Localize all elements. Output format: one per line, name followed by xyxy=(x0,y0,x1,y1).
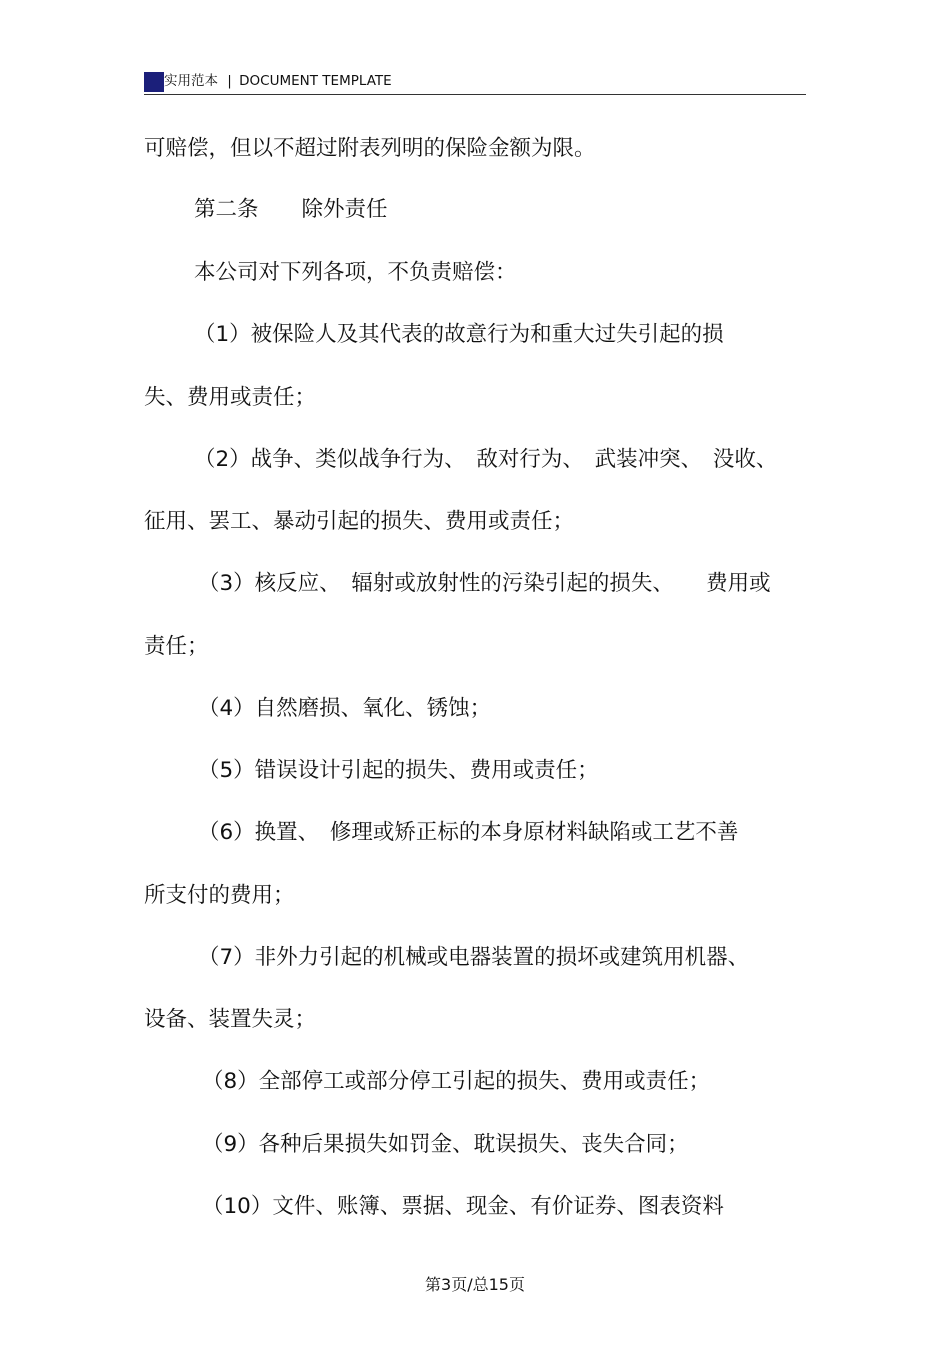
page-header xyxy=(144,68,806,95)
header-title: 实用范本 xyxy=(164,73,218,89)
page-number: 第3页/总15页 xyxy=(425,1275,525,1294)
list-item: （9）各种后果损失如罚金、耽误损失、丧失合同； xyxy=(202,1132,689,1157)
list-item: （2）战争、类似战争行为、 敌对行为、 武装冲突、 没收、 xyxy=(194,447,778,472)
list-item: （4）自然磨损、氧化、锈蚀； xyxy=(198,696,492,721)
list-item-continuation: 责任； xyxy=(144,634,209,659)
list-item-continuation: 设备、装置失灵； xyxy=(144,1007,317,1032)
list-item: （10）文件、账簿、票据、现金、有价证券、图表资料 xyxy=(202,1194,724,1219)
section-heading: 第二条 除外责任 xyxy=(194,197,388,222)
list-item-continuation: 失、费用或责任； xyxy=(144,385,317,410)
list-item-continuation: 所支付的费用； xyxy=(144,883,295,908)
list-item: （8）全部停工或部分停工引起的损失、费用或责任； xyxy=(202,1069,711,1094)
body-line: 可赔偿，但以不超过附表列明的保险金额为限。 xyxy=(144,136,596,161)
list-item-continuation: 征用、罢工、暴动引起的损失、费用或责任； xyxy=(144,509,575,534)
list-item: （6）换置、 修理或矫正标的本身原材料缺陷或工艺不善 xyxy=(198,820,739,845)
list-item: （1）被保险人及其代表的故意行为和重大过失引起的损 xyxy=(194,322,724,347)
list-item: （5）错误设计引起的损失、费用或责任； xyxy=(198,758,599,783)
header-separator: | xyxy=(227,73,232,89)
document-logo-icon xyxy=(144,72,164,92)
header-subtitle: DOCUMENT TEMPLATE xyxy=(239,73,392,89)
body-line: 本公司对下列各项，不负责赔偿： xyxy=(194,260,517,285)
header-label xyxy=(164,72,392,90)
list-item: （7）非外力引起的机械或电器装置的损坏或建筑用机器、 xyxy=(198,945,750,970)
list-item: （3）核反应、 辐射或放射性的污染引起的损失、 费用或 xyxy=(198,571,771,596)
